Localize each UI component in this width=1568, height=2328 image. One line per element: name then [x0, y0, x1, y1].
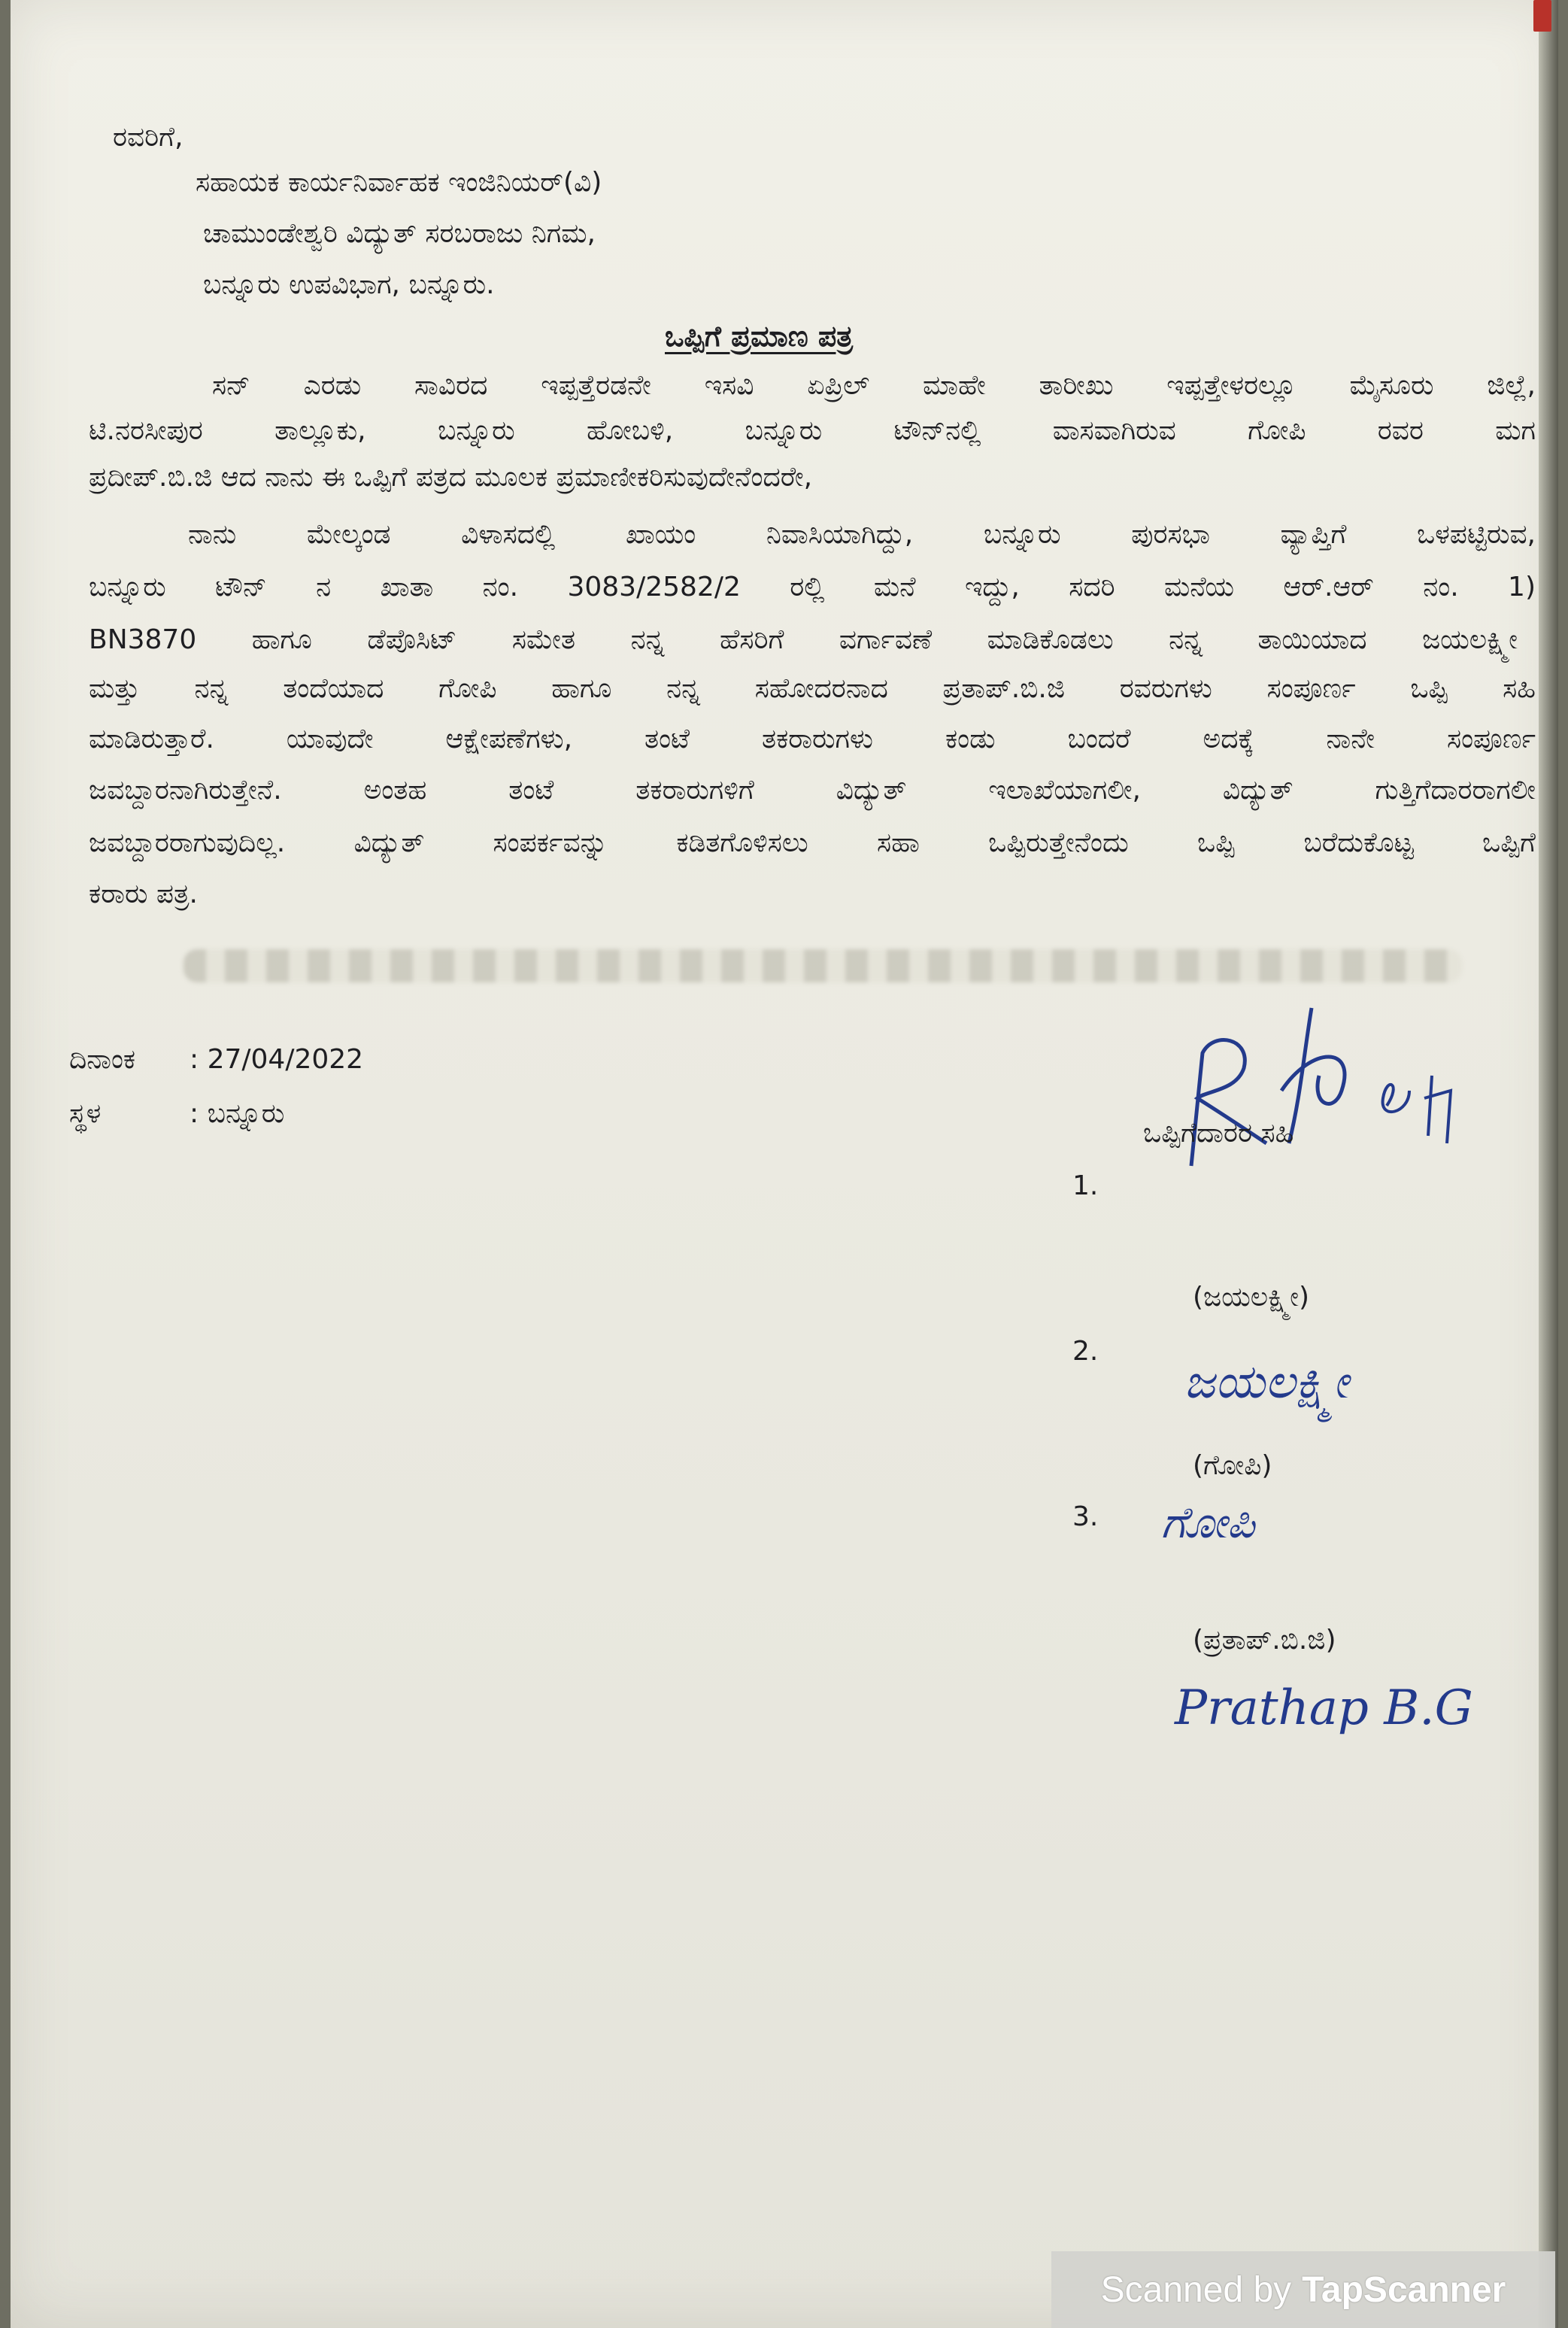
- document-page: [11, 0, 1558, 2328]
- para2-line-4: ಮತ್ತು ನನ್ನ ತಂದೆಯಾದ ಗೋಪಿ ಹಾಗೂ ನನ್ನ ಸಹೋದರನಾದ ಪ್ರತಾಪ್.ಬಿ.ಜಿ ರವರುಗಳು ಸಂಪೂರ್ಣ ಒಪ್ಪಿ ಸಹಿ: [89, 673, 1536, 704]
- para2-line-6: ಜವಬ್ದಾರನಾಗಿರುತ್ತೇನೆ. ಅಂತಹ ತಂಟೆ ತಕರಾರುಗಳಿಗೆ ವಿದ್ಯುತ್ ಇಲಾಖೆಯಾಗಲೀ, ವಿದ್ಯುತ್ ಗುತ್ತಿಗೆದಾರರಾಗಲೀ: [89, 775, 1536, 806]
- watermark-brand: TapScanner: [1302, 2269, 1506, 2310]
- scanner-watermark: [1051, 2251, 1555, 2328]
- page-edge-shadow: [1539, 0, 1558, 2328]
- recipient-line-3: ಬನ್ನೂರು ಉಪವಿಭಾಗ, ಬನ್ನೂರು.: [203, 269, 495, 300]
- consenter-3-signature: Prathap B.G: [1175, 1680, 1473, 1736]
- para2-line-7: ಜವಬ್ದಾರರಾಗುವುದಿಲ್ಲ. ವಿದ್ಯುತ್ ಸಂಪರ್ಕವನ್ನು ಕಡಿತಗೊಳಿಸಲು ಸಹಾ ಒಪ್ಪಿರುತ್ತೇನೆಂದು ಒಪ್ಪಿ ಬರೆದುಕೊಟ್ಟ ಒಪ್ಪಿಗೆ: [89, 827, 1536, 858]
- signer-label: ಒಪ್ಪಿಗೆದಾರರ ಸಹಿ: [1143, 1118, 1294, 1149]
- consenter-1-signature: ಜಯಲಕ್ಷ್ಮೀ: [1184, 1354, 1348, 1409]
- consenter-3-name: (ಪ್ರತಾಪ್.ಬಿ.ಜಿ): [1193, 1625, 1336, 1656]
- para1-line-2: ಟಿ.ನರಸೀಪುರ ತಾಲ್ಲೂಕು, ಬನ್ನೂರು ಹೋಬಳಿ, ಬನ್ನೂರು ಟೌನ್‌ನಲ್ಲಿ ವಾಸವಾಗಿರುವ ಗೋಪಿ ರವರ ಮಗ: [89, 415, 1536, 446]
- para2-line-8: ಕರಾರು ಪತ್ರ.: [89, 879, 198, 909]
- place-label: ಸ್ಥಳ: [69, 1098, 102, 1129]
- para2-line-1: ನಾನು ಮೇಲ್ಕಂಡ ವಿಳಾಸದಲ್ಲಿ ಖಾಯಂ ನಿವಾಸಿಯಾಗಿದ್ದು, ಬನ್ನೂರು ಪುರಸಭಾ ವ್ಯಾಪ್ತಿಗೆ ಒಳಪಟ್ಟಿರುವ,: [188, 519, 1536, 550]
- date-value: : 27/04/2022: [190, 1044, 364, 1075]
- para2-line-3: BN3870 ಹಾಗೂ ಡೆಪೊಸಿಟ್ ಸಮೇತ ನನ್ನ ಹೆಸರಿಗೆ ವರ್ಗಾವಣೆ ಮಾಡಿಕೊಡಲು ನನ್ನ ತಾಯಿಯಾದ ಜಯಲಕ್ಷ್ಮೀ: [89, 624, 1518, 655]
- paper-clip-mark: [1533, 0, 1551, 32]
- para1-line-1: ಸನ್ ಎರಡು ಸಾವಿರದ ಇಪ್ಪತ್ತೆರಡನೇ ಇಸವಿ ಏಪ್ರಿಲ್ ಮಾಹೇ ತಾರೀಖು ಇಪ್ಪತ್ತೇಳರಲ್ಲೂ ಮೈಸೂರು ಜಿಲ್ಲೆ,: [212, 370, 1536, 401]
- consenter-2-signature: ಗೋಪಿ: [1161, 1497, 1255, 1548]
- consenter-1-number: 1.: [1072, 1170, 1099, 1201]
- para1-line-3: ಪ್ರದೀಪ್.ಬಿ.ಜಿ ಆದ ನಾನು ಈ ಒಪ್ಪಿಗೆ ಪತ್ರದ ಮೂಲಕ ಪ್ರಮಾಣೀಕರಿಸುವುದೇನೆಂದರೇ,: [89, 462, 813, 493]
- salutation: ರವರಿಗೆ,: [113, 122, 183, 153]
- consenter-2-name: (ಗೋಪಿ): [1193, 1450, 1272, 1481]
- recipient-line-1: ಸಹಾಯಕ ಕಾರ್ಯನಿರ್ವಾಹಕ ಇಂಜಿನಿಯರ್(ವಿ): [196, 167, 602, 198]
- signature-scribble: [1161, 985, 1477, 1181]
- date-label: ದಿನಾಂಕ: [69, 1044, 136, 1075]
- para2-line-5: ಮಾಡಿರುತ್ತಾರೆ. ಯಾವುದೇ ಆಕ್ಷೇಪಣೆಗಳು, ತಂಟೆ ತಕರಾರುಗಳು ಕಂಡು ಬಂದರೆ ಅದಕ್ಕೆ ನಾನೇ ಸಂಪೂರ್ಣ: [89, 724, 1536, 754]
- consenter-2-number: 2.: [1072, 1336, 1099, 1367]
- smudged-line: [183, 949, 1462, 982]
- place-value: : ಬನ್ನೂರು: [190, 1098, 285, 1129]
- document-title: ಒಪ್ಪಿಗೆ ಪ್ರಮಾಣ ಪತ್ರ: [665, 320, 853, 353]
- consenter-1-name: (ಜಯಲಕ್ಷ್ಮೀ): [1193, 1282, 1310, 1313]
- recipient-line-2: ಚಾಮುಂಡೇಶ್ವರಿ ವಿದ್ಯುತ್ ಸರಬರಾಜು ನಿಗಮ,: [203, 218, 596, 249]
- consenter-3-number: 3.: [1072, 1501, 1099, 1532]
- watermark-prefix: Scanned by: [1100, 2269, 1292, 2310]
- para2-line-2: ಬನ್ನೂರು ಟೌನ್ ನ ಖಾತಾ ನಂ. 3083/2582/2 ರಲ್ಲಿ ಮನೆ ಇದ್ದು, ಸದರಿ ಮನೆಯ ಆರ್.ಆರ್ ನಂ. 1): [89, 572, 1536, 602]
